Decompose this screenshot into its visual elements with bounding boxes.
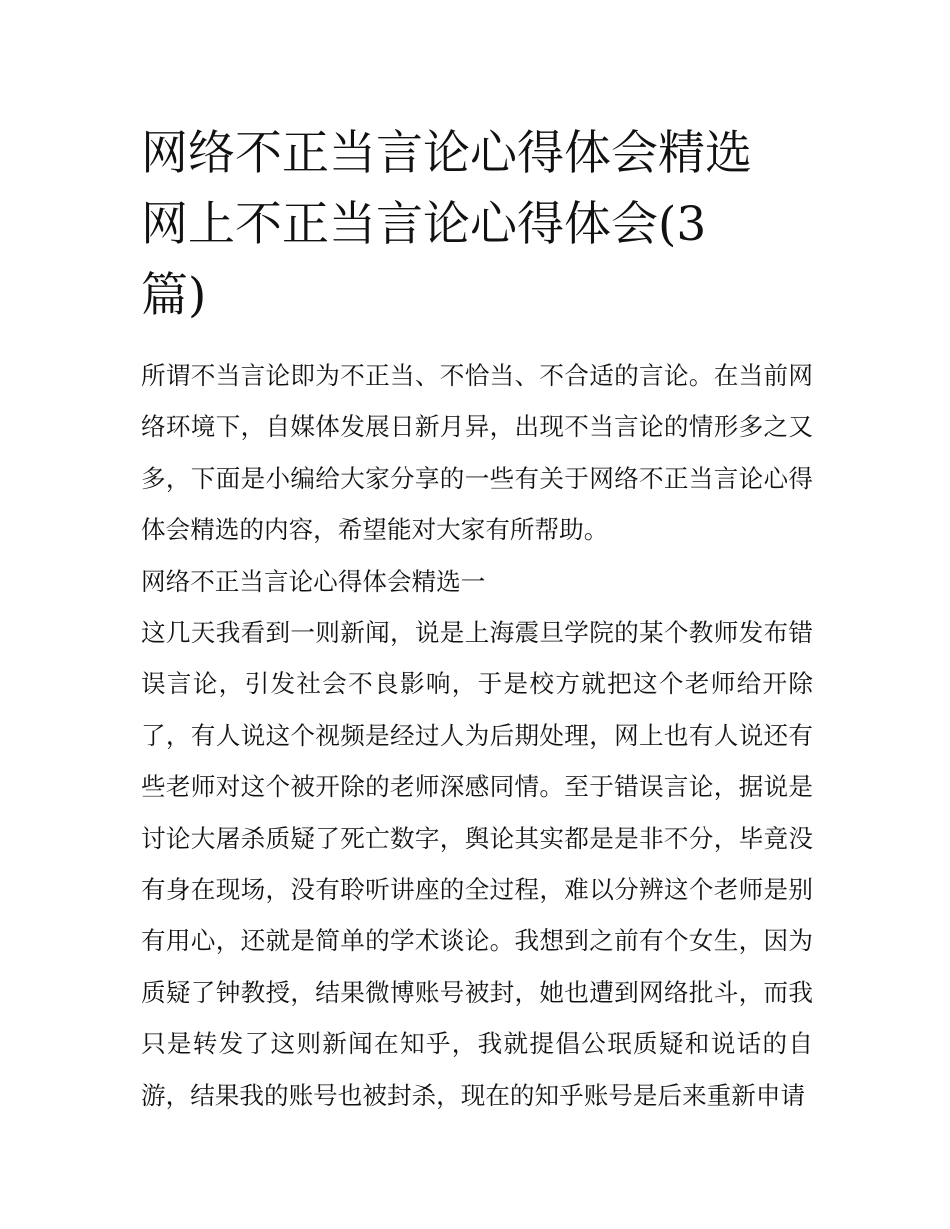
document-page bbox=[141, 118, 813, 1121]
title-line-1: 网络不正当言论心得体会精选 bbox=[141, 126, 752, 181]
document-body bbox=[141, 350, 813, 1121]
section-heading: 网络不正当言论心得体会精选一 bbox=[141, 566, 486, 596]
intro-paragraph: 所谓不当言论即为不正当、不恰当、不合适的言论。在当前网络环境下，自媒体发展日新月异，出现不当言论的情形多之又多，下面是小编给大家分享的一些有关于网络不正当言论心得体会精选的内容，希望能对大家有所帮助。 bbox=[141, 361, 813, 545]
title-line-3: 篇) bbox=[141, 268, 207, 323]
section-paragraph: 这几天我看到一则新闻，说是上海震旦学院的某个教师发布错误言论，引发社会不良影响，于是校方就把这个老师给开除了，有人说这个视频是经过人为后期处理，网上也有人说还有些老师对这个被开除的老师深感同情。至于错误言论，据说是讨论大屠杀质疑了死亡数字，舆论其实都是是非不分，毕竟没有身在现场，没有聆听讲座的全过程，难以分辨这个老师是别有用心，还就是简单的学术谈论。我想到之前有个女生，因为质疑了钟教授，结果微博账号被封，她也遭到网络批斗，而我只是转发了这则新闻在知乎，我就提倡公珉质疑和说话的自游，结果我的账号也被封杀，现在的知乎账号是后来重新申请 bbox=[141, 618, 813, 1110]
title-line-2: 网上不正当言论心得体会(3 bbox=[141, 197, 707, 252]
document-title bbox=[141, 118, 813, 331]
